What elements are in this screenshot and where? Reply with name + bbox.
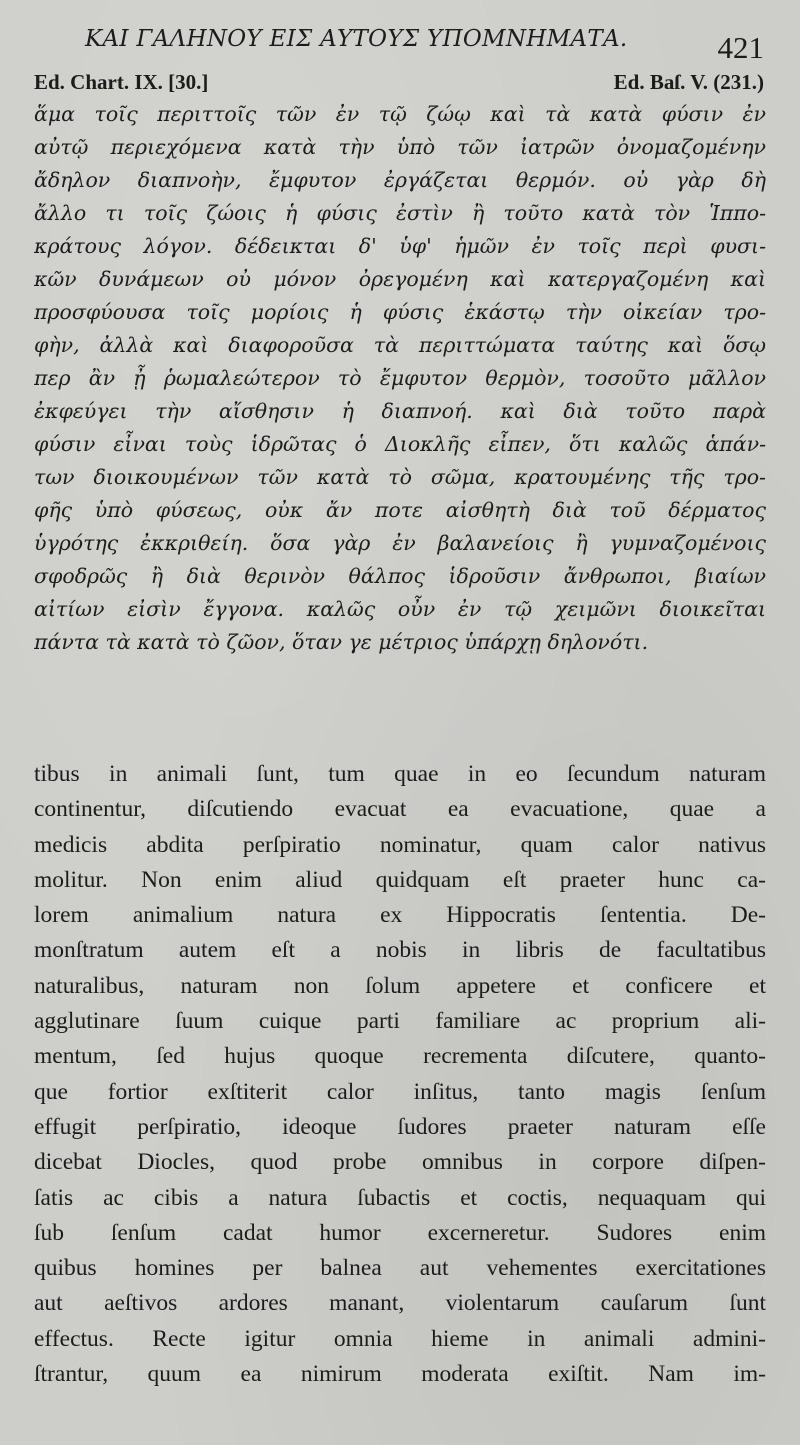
greek-text-block	[34, 98, 766, 659]
latin-text-line: ſatis ac cibis a natura ſubactis et coctis, nequaquam qui	[34, 1184, 766, 1211]
latin-text-line: dicebat Diocles, quod probe omnibus in corpore diſpen-	[34, 1149, 766, 1176]
greek-text-line: αὐτῷ περιεχόμενα κατὰ τὴν ὑπὸ τῶν ἰατρῶν ὀνομαζομένην	[34, 135, 766, 159]
latin-text-line: naturalibus, naturam non ſolum appetere et conficere et	[34, 972, 766, 999]
edition-basel-reference: Ed. Baſ. V. (231.)	[613, 70, 764, 94]
greek-text-line: των διοικουμένων τῶν κατὰ τὸ σῶμα, κρατουμένης τῆς τρο-	[34, 465, 766, 489]
greek-text-line: ὑγρότης ἐκκριθείη. ὅσα γὰρ ἐν βαλανείοις ἢ γυμναζομένοις	[34, 531, 766, 555]
greek-text-line: κράτους λόγον. δέδεικται δ' ὑφ' ἡμῶν ἐν τοῖς περὶ φυσι-	[34, 234, 766, 258]
latin-text-line: molitur. Non enim aliud quidquam eſt praeter hunc ca-	[34, 866, 766, 893]
latin-text-line: lorem animalium natura ex Hippocratis ſententia. De-	[34, 902, 766, 929]
greek-text-line: κῶν δυνάμεων οὐ μόνον ὀρεγομένη καὶ κατεργαζομένη καὶ	[34, 267, 766, 291]
latin-text-line: effectus. Recte igitur omnia hieme in animali admini-	[34, 1325, 766, 1352]
greek-text-line: φῆς ὑπὸ φύσεως, οὐκ ἄν ποτε αἰσθητὴ διὰ τοῦ δέρματος	[34, 498, 766, 522]
running-title: ΚΑΙ ΓΑΛΗΝΟΥ ΕΙΣ ΑΥΤΟΥΣ ΥΠΟΜΝΗΜΑΤΑ.	[85, 26, 628, 52]
latin-text-line: continentur, diſcutiendo evacuat ea evacuatione, quae a	[34, 796, 766, 823]
latin-text-line: agglutinare ſuum cuique parti familiare ac proprium ali-	[34, 1008, 766, 1035]
edition-reference-line	[34, 70, 764, 100]
latin-text-block	[34, 757, 766, 1392]
greek-text-line: ἄδηλον διαπνοὴν, ἔμφυτον ἐργάζεται θερμόν. οὐ γὰρ δὴ	[34, 168, 766, 192]
page-number: 421	[717, 30, 764, 65]
latin-text-line: effugit perſpiratio, ideoque ſudores praeter naturam eſſe	[34, 1113, 766, 1140]
latin-text-line: mentum, ſed hujus quoque recrementa diſcutere, quanto-	[34, 1043, 766, 1070]
greek-text-line: σφοδρῶς ἢ διὰ θερινὸν θάλπος ἱδροῦσιν ἄνθρωποι, βιαίων	[34, 564, 766, 588]
latin-text-line: monſtratum autem eſt a nobis in libris de facultatibus	[34, 937, 766, 964]
latin-text-line: aut aeſtivos ardores manant, violentarum cauſarum ſunt	[34, 1290, 766, 1317]
greek-text-line: ἐκφεύγει τὴν αἴσθησιν ἡ διαπνοή. καὶ διὰ τοῦτο παρὰ	[34, 399, 766, 423]
greek-text-line: φὴν, ἀλλὰ καὶ διαφοροῦσα τὰ περιττώματα ταύτης καὶ ὅσῳ	[34, 333, 766, 357]
greek-text-line: φύσιν εἶναι τοὺς ἱδρῶτας ὁ Διοκλῆς εἶπεν, ὅτι καλῶς ἁπάν-	[34, 432, 766, 456]
latin-text-line: ſub ſenſum cadat humor excerneretur. Sudores enim	[34, 1219, 766, 1246]
greek-text-line: περ ἂν ᾖ ῥωμαλεώτερον τὸ ἔμφυτον θερμὸν, τοσοῦτο μᾶλλον	[34, 366, 766, 390]
latin-text-line: que fortior exſtiterit calor inſitus, tanto magis ſenſum	[34, 1078, 766, 1105]
latin-text-line: medicis abdita perſpiratio nominatur, quam calor nativus	[34, 831, 766, 858]
greek-text-line: προσφύουσα τοῖς μορίοις ἡ φύσις ἑκάστῳ τὴν οἰκείαν τρο-	[34, 300, 766, 324]
greek-text-line: ἅμα τοῖς περιττοῖς τῶν ἐν τῷ ζώῳ καὶ τὰ κατὰ φύσιν ἐν	[34, 102, 766, 126]
greek-text-line: πάντα τὰ κατὰ τὸ ζῶον, ὅταν γε μέτριος ὑπάρχῃ δηλονότι.	[34, 630, 649, 654]
latin-text-line: quibus homines per balnea aut vehementes exercitationes	[34, 1255, 766, 1282]
greek-text-line: αἰτίων εἰσὶν ἔγγονα. καλῶς οὖν ἐν τῷ χειμῶνι διοικεῖται	[34, 597, 766, 621]
latin-text-line: ſtrantur, quum ea nimirum moderata exiſtit. Nam im-	[34, 1361, 766, 1388]
latin-text-line: tibus in animali ſunt, tum quae in eo ſecundum naturam	[34, 761, 766, 787]
greek-text-line: ἄλλο τι τοῖς ζώοις ἡ φύσις ἐστὶν ἢ τοῦτο κατὰ τὸν Ἱππο-	[34, 201, 766, 225]
edition-chartier-reference: Ed. Chart. IX. [30.]	[34, 70, 209, 94]
